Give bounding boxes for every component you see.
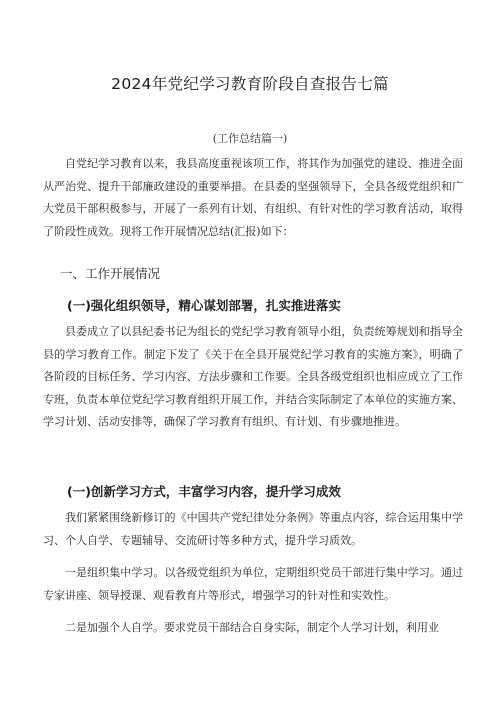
intro-paragraph: 自党纪学习教育以来，我县高度重视该项工作，将其作为加强党的建设、推进全面从严治党、提升干部廉政建设的重要举措。在县委的坚强领导下，全县各级党组织和广大党员干部积极参与，开展了一系列有计划、有组织、有针对性的学习教育活动，取得了阶段性成效。现将工作开展情况总结(汇报)如下： <box>43 157 463 238</box>
point-paragraph-2: 二是加强个人自学。要求党员干部结合自身实际，制定个人学习计划，利用业 <box>65 621 439 634</box>
document-subtitle: (工作总结篇一) <box>212 132 288 145</box>
subsection-2-paragraph: 我们紧紧围绕新修订的《中国共产党纪律处分条例》等重点内容，综合运用集中学习、个人自学、专题辅导、交流研讨等多种方式，提升学习质效。 <box>43 511 463 547</box>
document-title: 2024年党纪学习教育阶段自查报告七篇 <box>111 75 389 93</box>
subsection-heading-2: (一)创新学习方式，丰富学习内容，提升学习成效 <box>67 484 341 499</box>
subsection-heading-1: (一)强化组织领导，精心谋划部署，扎实推进落实 <box>67 298 341 313</box>
section-heading: 一、工作开展情况 <box>60 266 161 281</box>
subsection-1-paragraph: 县委成立了以县纪委书记为组长的党纪学习教育领导小组，负责统筹规划和指导全县的学习教育工作。制定下发了《关于在全县开展党纪学习教育的实施方案》，明确了各阶段的目标任务、学习内容、方法步骤和工作要。全县各级党组织也相应成立了工作专班，负责本单位党纪学习教育组织开展工作，并结合实际制定了本单位的实施方案、学习计划、活动安排等，确保了学习教育有组织、有计划、有步骤地推进。 <box>43 325 463 429</box>
point-paragraph-1: 一是组织集中学习。以各级党组织为单位，定期组织党员干部进行集中学习。通过专家讲座、领导授课、观看教育片等形式，增强学习的针对性和实效性。 <box>43 566 463 602</box>
